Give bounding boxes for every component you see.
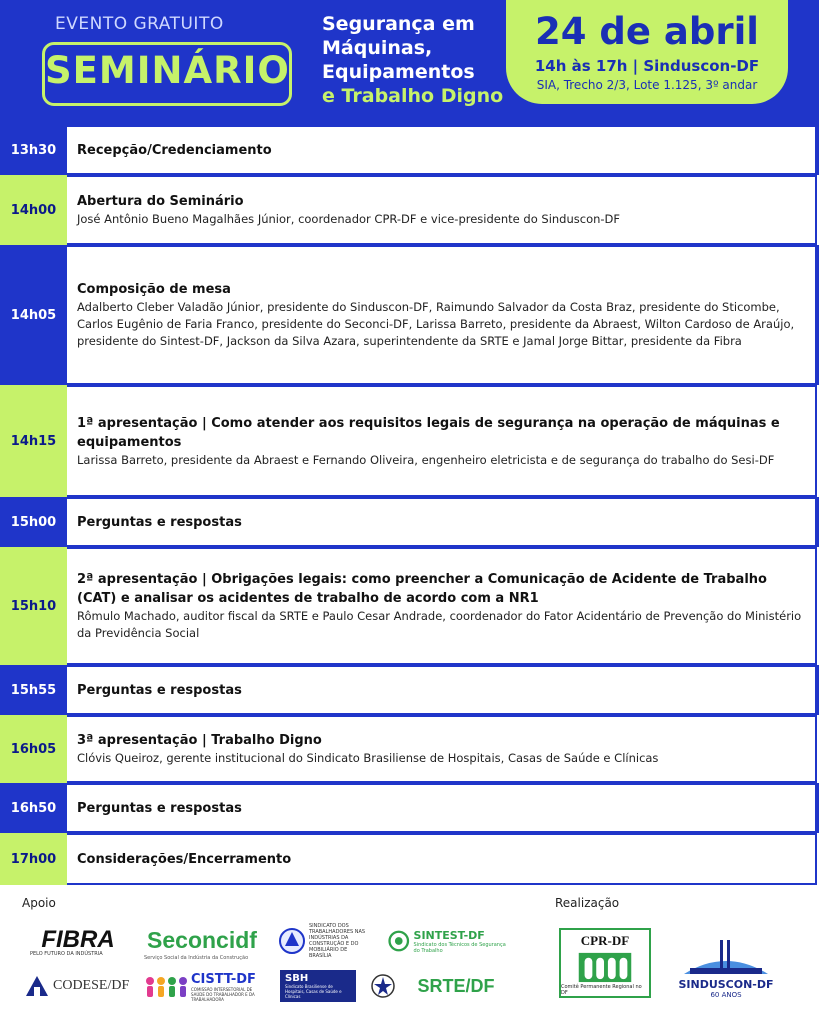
fibra-logo-subtitle: PELO FUTURO DA INDÚSTRIA [30,951,103,957]
sbh-logo-text: SBH [285,973,309,984]
cpr-df-logo [557,925,653,1001]
schedule-content [67,125,817,175]
schedule-time: 15h55 [0,665,67,715]
schedule-title: Composição de mesa [77,282,231,297]
schedule-row [0,385,819,497]
schedule-title: 2ª apresentação | Obrigações legais: como preencher a Comunicação de Acidente de Trabalho (CAT) e analisar os acidentes de trabalho de acordo com a NR1 [77,572,767,606]
schedule-content [67,715,817,783]
schedule-desc: Rômulo Machado, auditor fiscal da SRTE e Paulo Cesar Andrade, coordenador do Fator Acidentário de Prevenção do Ministério da Previdência Social [77,609,802,640]
sinduscon-logo-subtitle: 60 ANOS [710,990,742,999]
sinduscon-logo-text: SINDUSCON-DF [678,977,774,991]
schedule-title: 3ª apresentação | Trabalho Digno [77,733,322,748]
schedule-title: Considerações/Encerramento [77,851,292,867]
schedule-content [67,547,817,665]
government-seal-logo [366,971,400,1001]
srte-logo-text: SRTE/DF [417,975,495,996]
schedule-title: 1ª apresentação | Como atender aos requisitos legais de segurança na operação de máquinas e equipamentos [77,415,780,450]
schedule-desc: José Antônio Bueno Magalhães Júnior, coordenador CPR-DF e vice-presidente do Sinduscon-DF [77,212,621,226]
codese-logo-text: CODESE/DF [53,978,130,993]
cistt-people-icon [144,975,188,999]
srte-logo [408,973,504,999]
schedule-row [0,497,819,547]
free-event-label: EVENTO GRATUITO [55,14,224,34]
cistt-logo-subtitle: COMISSÃO INTERSETORIAL DE SAÚDE DO TRABALHADOR E DA TRABALHADORA [191,987,255,1002]
topic-line-1: Segurança em [322,13,475,35]
cistt-logo-text: CISTT-DF [191,972,256,987]
event-topic [322,12,512,108]
cpr-df-building-icon [576,949,634,984]
cistt-logo [144,971,268,1003]
schedule-row [0,833,819,885]
sbh-logo [280,971,356,1001]
schedule-time: 14h05 [0,245,67,385]
sinduscon-skyline-icon [680,934,772,978]
event-address: SIA, Trecho 2/3, Lote 1.125, 3º andar [536,78,758,92]
schedule-content [67,833,817,885]
seminar-title: SEMINÁRIO [45,49,290,92]
seconci-logo-subtitle: Serviço Social da Indústria da Construção [144,955,249,961]
schedule-time: 16h05 [0,715,67,783]
sticombe-logo-text: SINDICATO DOS TRABALHADORES NAS INDÚSTRIAS DA CONSTRUÇÃO E DO MOBILIÁRIO DE BRASÍLIA [309,923,366,959]
schedule-time: 16h50 [0,783,67,833]
support-label: Apoio [22,896,56,910]
schedule-title: Recepção/Credenciamento [77,142,272,158]
schedule-row [0,547,819,665]
fibra-logo [28,925,128,955]
event-time-place: 14h às 17h | Sinduscon-DF [534,57,760,75]
schedule-content [67,175,817,245]
sbh-logo-subtitle: Sindicato Brasiliense de Hospitais, Casas de Saúde e Clínicas [285,984,342,999]
header-banner [0,0,819,125]
schedule-time: 15h00 [0,497,67,547]
schedule-content [67,385,817,497]
schedule-content [67,665,817,715]
schedule-content [67,497,817,547]
codese-emblem-icon [24,974,50,998]
codese-logo [24,971,136,1001]
realization-label: Realização [555,896,620,910]
schedule-desc: Adalberto Cleber Valadão Júnior, presidente do Sinduscon-DF, Raimundo Salvador da Costa Braz, presidente do Sticombe, Carlos Eugênio de Faria Franco, presidente do Seconci-DF, Larissa Barreto, presidente da Abraest, Wilton Cardoso de Araújo, presidente do Sintest-DF, Jackson da Silva Azara, superintendente da SRTE e Jamal Jorge Bittar, presidente da Fibra [77,300,795,348]
cpr-df-logo-text: CPR-DF [580,933,630,948]
sbh-logo-box [280,970,356,1002]
topic-line-4: e Trabalho Digno [322,85,504,107]
schedule-title: Abertura do Seminário [77,194,244,209]
event-date: 24 de abril [535,10,759,53]
schedule-title: Perguntas e respostas [77,682,242,698]
footer-logos [0,885,819,1024]
schedule-row [0,665,819,715]
schedule-desc: Clóvis Queiroz, gerente institucional do Sindicato Brasiliense de Hospitais, Casas de Saúde e Clínicas [77,751,659,765]
cpr-df-logo-subtitle: Comitê Permanente Regional no DF [561,984,642,996]
schedule-time: 14h15 [0,385,67,497]
sintest-logo-text: SINTEST-DF [413,928,485,942]
seconci-logo-text: Seconcidf [147,926,257,953]
sintest-logo-textblock [414,929,508,954]
seconci-logo [142,923,262,961]
schedule-title: Perguntas e respostas [77,514,242,530]
sticombe-logo [278,923,374,959]
schedule-row [0,715,819,783]
schedule-content [67,245,817,385]
topic-line-3: Equipamentos [322,61,475,83]
schedule-row [0,245,819,385]
sintest-logo [388,923,508,959]
fibra-logo-text: FIBRA [41,926,115,953]
schedule-content [67,783,817,833]
brazil-seal-icon [370,973,396,999]
schedule-row [0,175,819,245]
seminar-badge [42,42,292,106]
sintest-emblem-icon [388,927,410,955]
cpr-df-frame [559,928,651,998]
schedule-time: 13h30 [0,125,67,175]
sintest-logo-subtitle: Sindicato dos Técnicos de Segurança do Trabalho [413,941,506,954]
sticombe-emblem-icon [278,927,306,955]
topic-line-2: Máquinas, [322,37,433,59]
schedule-time: 17h00 [0,833,67,885]
cistt-logo-textblock [191,972,265,1002]
date-panel [506,0,788,104]
schedule-time: 15h10 [0,547,67,665]
schedule-time: 14h00 [0,175,67,245]
schedule-title: Perguntas e respostas [77,800,242,816]
schedule-desc: Larissa Barreto, presidente da Abraest e Fernando Oliveira, engenheiro eletricista e de segurança do trabalho do Sesi-DF [77,452,775,467]
schedule-row [0,125,819,175]
sinduscon-df-logo [676,929,776,1003]
schedule-row [0,783,819,833]
